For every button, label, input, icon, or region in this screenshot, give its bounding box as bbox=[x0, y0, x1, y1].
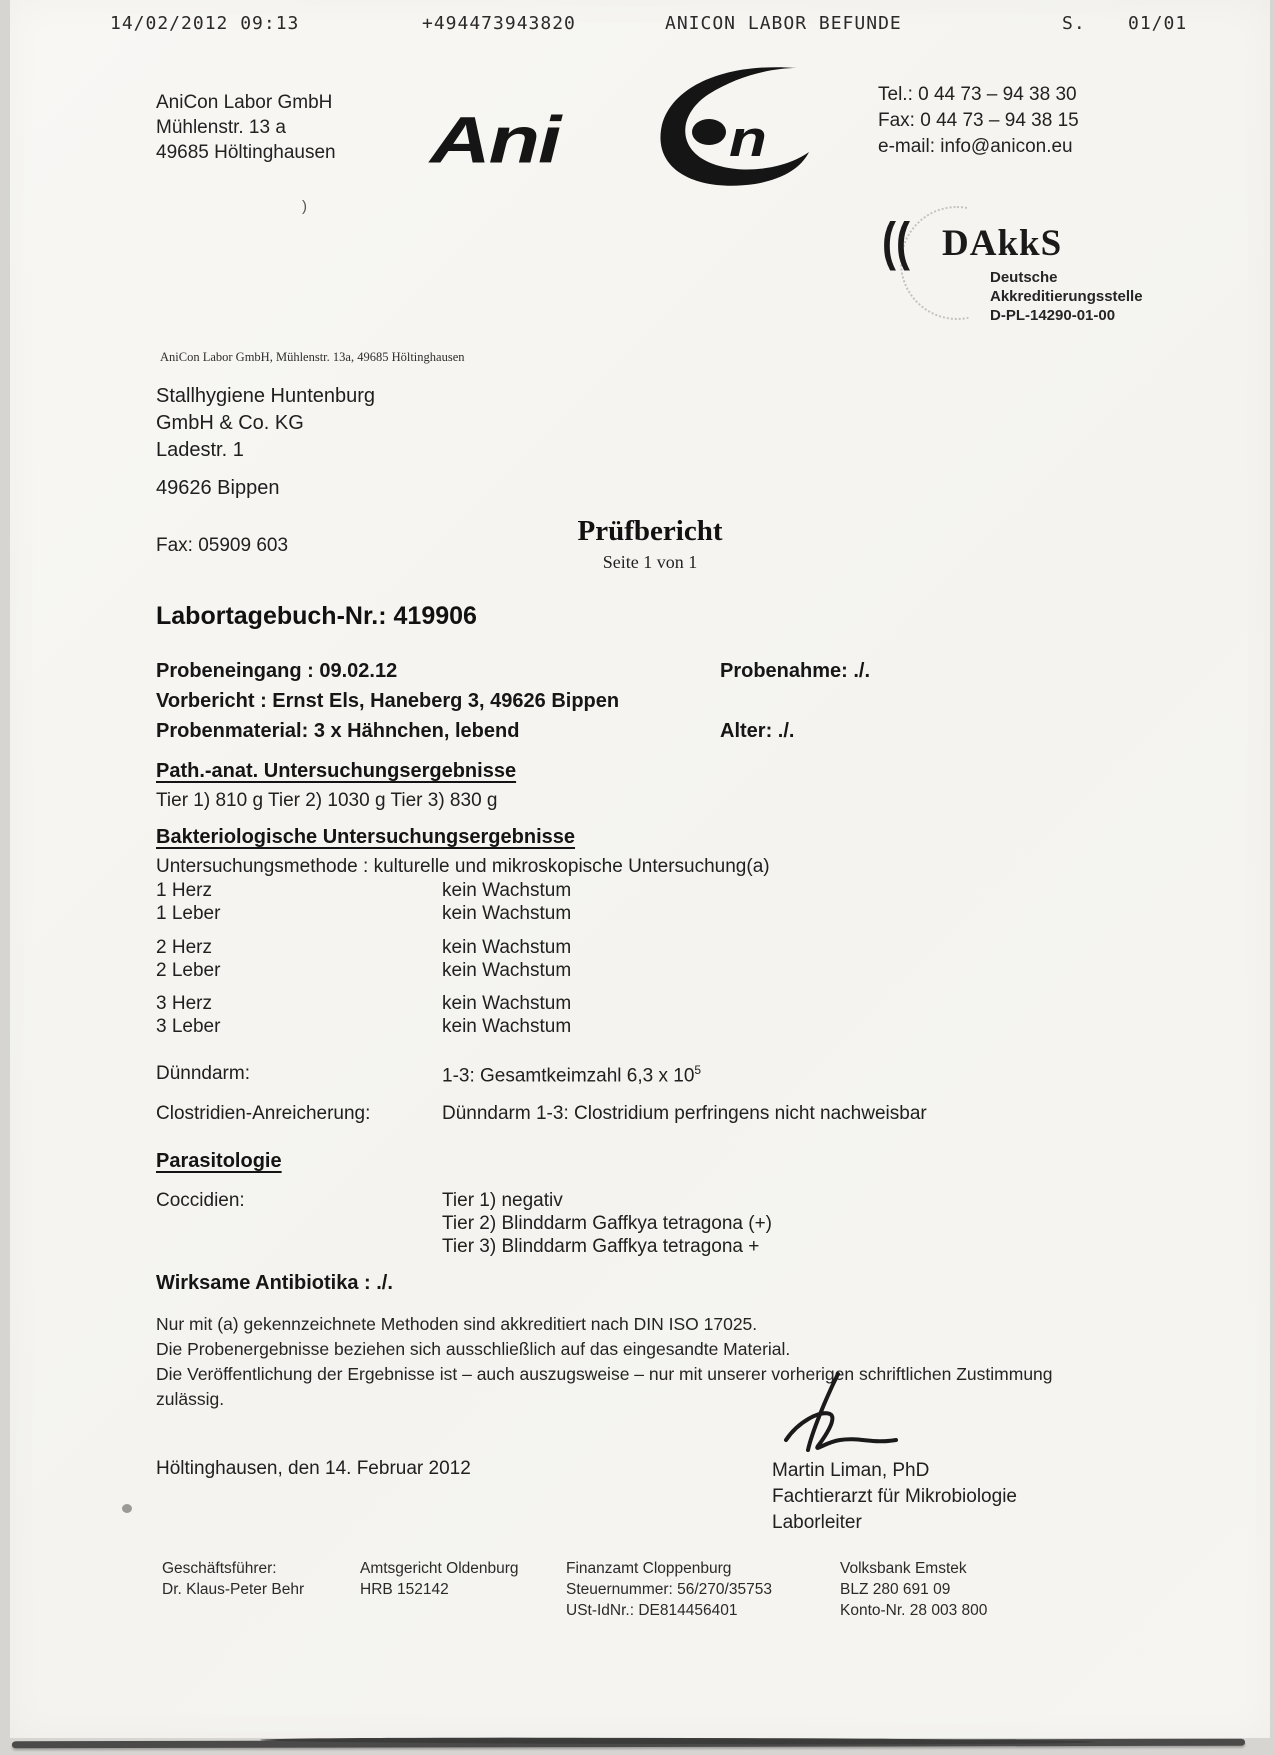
lab-fax: Fax: 0 44 73 – 94 38 15 bbox=[878, 110, 1079, 131]
sample-material-line: Probenmaterial: 3 x Hähnchen, lebend bbox=[156, 720, 520, 742]
fax-datetime: 14/02/2012 09:13 bbox=[110, 13, 300, 34]
germ-count-text: 1-3: Gesamtkeimzahl 6,3 x 10 bbox=[442, 1065, 695, 1087]
table-row-value: kein Wachstum bbox=[442, 937, 572, 958]
case-history-line: Vorbericht : Ernst Els, Haneberg 3, 49626 Bippen bbox=[156, 690, 620, 712]
clostridia-value: Dünndarm 1-3: Clostridium perfringens nicht nachweisbar bbox=[442, 1103, 927, 1124]
footer-bank-name: Volksbank Emstek bbox=[840, 1560, 967, 1577]
footer-md-label: Geschäftsführer: bbox=[162, 1560, 277, 1577]
footer-court-registry bbox=[360, 1558, 519, 1600]
report-title: Prüfbericht bbox=[577, 515, 723, 547]
recipient-city: 49626 Bippen bbox=[156, 477, 280, 499]
table-row-value: kein Wachstum bbox=[442, 960, 572, 981]
dakks-wordmark: DAkkS bbox=[942, 223, 1063, 264]
recipient-line2: GmbH & Co. KG bbox=[156, 412, 304, 434]
germ-count-exponent: 5 bbox=[694, 1063, 702, 1077]
footer-tax-number: Steuernummer: 56/270/35753 bbox=[566, 1581, 772, 1598]
clostridia-label: Clostridien-Anreicherung: bbox=[156, 1103, 371, 1124]
signature-handwriting bbox=[768, 1370, 948, 1460]
anicon-logo bbox=[430, 70, 809, 210]
fax-page-number: 01/01 bbox=[1128, 13, 1188, 34]
table-row-label: 3 Herz bbox=[156, 993, 212, 1014]
table-row-value: kein Wachstum bbox=[442, 1016, 572, 1037]
dakks-registration-number: D-PL-14290-01-00 bbox=[990, 307, 1116, 324]
footer-md-name: Dr. Klaus-Peter Behr bbox=[162, 1581, 305, 1598]
disclaimer-line2: Die Probenergebnisse beziehen sich ausschließlich auf das eingesandte Material. bbox=[156, 1339, 791, 1359]
anicon-logo-swoosh-icon bbox=[559, 70, 809, 210]
footer-tax-office-name: Finanzamt Cloppenburg bbox=[566, 1560, 732, 1577]
table-row-value: kein Wachstum bbox=[442, 880, 572, 901]
signer-title-2: Laborleiter bbox=[772, 1512, 862, 1533]
small-intestine-label: Dünndarm: bbox=[156, 1063, 250, 1084]
dakks-marks-icon: (( bbox=[882, 212, 910, 271]
pathology-heading: Path.-anat. Untersuchungsergebnisse bbox=[156, 760, 517, 782]
coccidia-value-2: Tier 2) Blinddarm Gaffkya tetragona (+) bbox=[442, 1213, 773, 1234]
coccidia-value-3: Tier 3) Blinddarm Gaffkya tetragona + bbox=[442, 1236, 760, 1257]
table-row-label: 1 Herz bbox=[156, 880, 212, 901]
place-date-line: Höltinghausen, den 14. Februar 2012 bbox=[156, 1458, 471, 1479]
scan-artifact-dot bbox=[122, 1504, 132, 1513]
footer-vat-id: USt-IdNr.: DE814456401 bbox=[566, 1602, 738, 1619]
table-row-value: kein Wachstum bbox=[442, 903, 572, 924]
table-row-label: 1 Leber bbox=[156, 903, 221, 924]
dakks-subtitle bbox=[990, 268, 1143, 325]
disclaimer-line3: Die Veröffentlichung der Ergebnisse ist – auch auszugsweise – nur mit unserer vorherigen schriftlichen Zustimmung bbox=[156, 1364, 1053, 1384]
report-page-info: Seite 1 von 1 bbox=[602, 552, 698, 572]
disclaimer-line4: zulässig. bbox=[156, 1389, 225, 1409]
age-line: Alter: ./. bbox=[720, 720, 795, 742]
svg-text:n: n bbox=[729, 111, 768, 168]
footer-managing-director bbox=[162, 1558, 304, 1600]
sample-received-line: Probeneingang : 09.02.12 bbox=[156, 660, 398, 682]
small-intestine-value bbox=[442, 1063, 701, 1087]
lab-name: AniCon Labor GmbH bbox=[156, 92, 333, 113]
pathology-weights-line: Tier 1) 810 g Tier 2) 1030 g Tier 3) 830 g bbox=[156, 790, 498, 811]
lab-journal-number: Labortagebuch-Nr.: 419906 bbox=[156, 602, 477, 630]
table-row-label: 2 Herz bbox=[156, 937, 212, 958]
table-row-label: 2 Leber bbox=[156, 960, 221, 981]
recipient-line1: Stallhygiene Huntenburg bbox=[156, 385, 376, 407]
footer-bank-blz: BLZ 280 691 09 bbox=[840, 1581, 951, 1598]
antibiotics-line: Wirksame Antibiotika : ./. bbox=[156, 1272, 393, 1294]
dakks-line1: Deutsche bbox=[990, 269, 1058, 286]
letterhead-address bbox=[156, 90, 336, 165]
dakks-accreditation-block bbox=[882, 200, 1162, 330]
recipient-address bbox=[156, 383, 375, 464]
table-row-value: kein Wachstum bbox=[442, 993, 572, 1014]
coccidia-label: Coccidien: bbox=[156, 1190, 245, 1211]
footer-hrb: HRB 152142 bbox=[360, 1581, 449, 1598]
parasitology-heading: Parasitologie bbox=[156, 1150, 282, 1172]
fax-sender-number: +494473943820 bbox=[422, 13, 576, 34]
anicon-logo-text-ani: Ani bbox=[430, 103, 560, 177]
lab-street: Mühlenstr. 13 a bbox=[156, 117, 286, 138]
scan-artifact-mark: ) bbox=[302, 198, 307, 215]
lab-email: e-mail: info@anicon.eu bbox=[878, 136, 1073, 157]
recipient-line3: Ladestr. 1 bbox=[156, 439, 244, 461]
signer-name: Martin Liman, PhD bbox=[772, 1460, 930, 1481]
fax-title: ANICON LABOR BEFUNDE bbox=[665, 13, 902, 34]
dakks-line2: Akkreditierungsstelle bbox=[990, 288, 1143, 305]
footer-bank-account: Konto-Nr. 28 003 800 bbox=[840, 1602, 988, 1619]
sampling-line: Probenahme: ./. bbox=[720, 660, 871, 682]
bacteriology-method-line: Untersuchungsmethode : kulturelle und mikroskopische Untersuchung(a) bbox=[156, 856, 770, 877]
sender-return-address: AniCon Labor GmbH, Mühlenstr. 13a, 49685 Höltinghausen bbox=[160, 350, 465, 364]
lab-city: 49685 Höltinghausen bbox=[156, 142, 336, 163]
table-row-label: 3 Leber bbox=[156, 1016, 221, 1037]
scanned-fax-page bbox=[10, 0, 1270, 1738]
footer-tax-office bbox=[566, 1558, 772, 1621]
disclaimer-line1: Nur mit (a) gekennzeichnete Methoden sind akkreditiert nach DIN ISO 17025. bbox=[156, 1314, 758, 1334]
contact-block bbox=[878, 82, 1079, 160]
coccidia-value-1: Tier 1) negativ bbox=[442, 1190, 563, 1211]
signer-title-1: Fachtierarzt für Mikrobiologie bbox=[772, 1486, 1017, 1507]
bacteriology-heading: Bakteriologische Untersuchungsergebnisse bbox=[156, 826, 576, 848]
footer-bank bbox=[840, 1558, 987, 1621]
fax-page-label: S. bbox=[1062, 13, 1086, 34]
lab-phone: Tel.: 0 44 73 – 94 38 30 bbox=[878, 84, 1077, 105]
signer-block bbox=[772, 1458, 1017, 1536]
recipient-fax-line: Fax: 05909 603 bbox=[156, 535, 289, 556]
footer-court: Amtsgericht Oldenburg bbox=[360, 1560, 519, 1577]
